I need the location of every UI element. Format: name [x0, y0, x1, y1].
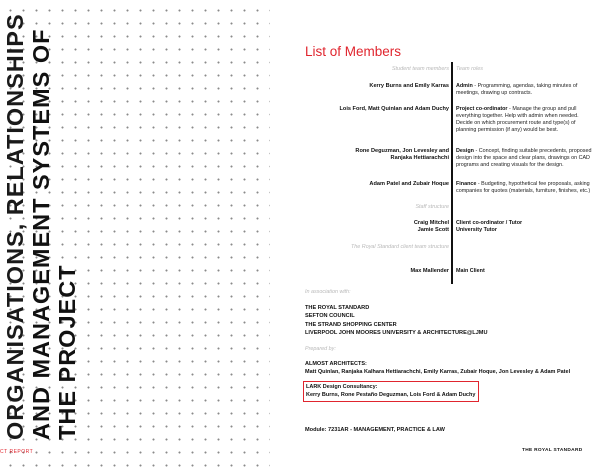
roles-column-header: Team roles: [456, 66, 484, 72]
association-label: In association with:: [305, 289, 351, 295]
member-role: [456, 148, 596, 169]
member-names: [369, 181, 449, 188]
client-team-heading: The Royal Standard client team structure: [351, 244, 449, 250]
member-names-line: Kerry Burns and Emily Karras: [369, 83, 449, 89]
lark-members: Kerry Burns, Rone Pestaño Deguzman, Lois Ford & Adam Duchy: [306, 392, 476, 398]
member-names-line: Adam Patel and Zubair Hoque: [369, 181, 449, 187]
vertical-title: [2, 0, 80, 440]
staff-name: Jamie Scott: [417, 227, 449, 233]
module-label: Module: 7231AR - MANAGEMENT, PRACTICE & LAW: [305, 427, 445, 433]
member-role: [456, 106, 596, 134]
almost-architects: [305, 360, 570, 376]
association-item: THE ROYAL STANDARD: [305, 305, 370, 311]
role-text: - Budgeting, hypothetical fee proposals, asking companies for quotes (materials, furniture, finishes, etc.): [456, 181, 591, 194]
prepared-by-label: Prepared by:: [305, 346, 336, 352]
staff-structure-heading: Staff structure: [415, 204, 449, 210]
role-title: Finance: [456, 181, 477, 187]
role-text: - Manage the group and pull everything together. Help with admin when needed. Decide on which procurement route and type(s) of planning permission (if any) would be best.: [456, 106, 579, 133]
left-footer: CT REPORT: [0, 449, 34, 455]
association-item: THE STRAND SHOPPING CENTER: [305, 321, 397, 328]
member-role: [456, 83, 596, 97]
lark-title: LARK Design Consultancy:: [306, 384, 378, 390]
left-page: [0, 0, 270, 474]
association-item: SEFTON COUNCIL: [305, 313, 355, 320]
role-title: Project co-ordinator: [456, 106, 508, 112]
role-text: - Concept, finding suitable precedents, proposed design into the space and clear plans, drawings on CAD programs and creating visuals for the design.: [456, 148, 592, 168]
title-line-2: AND MANAGEMENT SYSTEMS OF: [28, 28, 54, 440]
title-line-1: ORGANISATIONS, RELATIONSHIPS: [2, 13, 28, 440]
member-names: [340, 106, 450, 113]
role-title: Admin: [456, 83, 473, 89]
association-item: LIVERPOOL JOHN MOORES UNIVERSITY & ARCHITECTURE@LJMU: [305, 329, 488, 336]
member-names-line: Rone Deguzman, Jon Levesley and: [355, 148, 449, 154]
right-page: [270, 0, 592, 474]
lark-design-consultancy: [306, 383, 475, 399]
role-title: Design: [456, 148, 474, 154]
staff-role: Client co-ordinator / Tutor: [456, 220, 523, 226]
student-column-header: Student team members: [391, 66, 449, 72]
client-name: Max Mallender: [410, 268, 449, 274]
staff-name: Craig Mitchel: [413, 220, 449, 226]
role-text: - Programming, agendas, taking minutes of meetings, drawing up contracts.: [456, 83, 578, 96]
member-names-line: Ranjaka Hettiarachchi: [390, 155, 449, 161]
member-names-line: Lois Ford, Matt Quinlan and Adam Duchy: [339, 106, 449, 112]
staff-roles: [456, 220, 596, 234]
member-role: [456, 181, 596, 195]
member-names: [355, 148, 449, 162]
column-divider: [451, 62, 453, 284]
association-list: [305, 304, 488, 337]
page-heading: List of Members: [305, 44, 402, 59]
almost-architects-title: ALMOST ARCHITECTS:: [305, 361, 367, 367]
right-footer: THE ROYAL STANDARD: [522, 448, 583, 453]
staff-role: University Tutor: [456, 227, 497, 233]
client-role: Main Client: [456, 268, 485, 274]
title-line-3: THE PROJECT: [54, 264, 80, 440]
staff-names: [414, 220, 449, 234]
member-names: [369, 83, 449, 90]
almost-architects-members: Matt Quinlan, Ranjaka Kalhara Hettiarachchi, Emily Karras, Zubair Hoque, Jon Levesley & Adam Patel: [305, 369, 571, 375]
